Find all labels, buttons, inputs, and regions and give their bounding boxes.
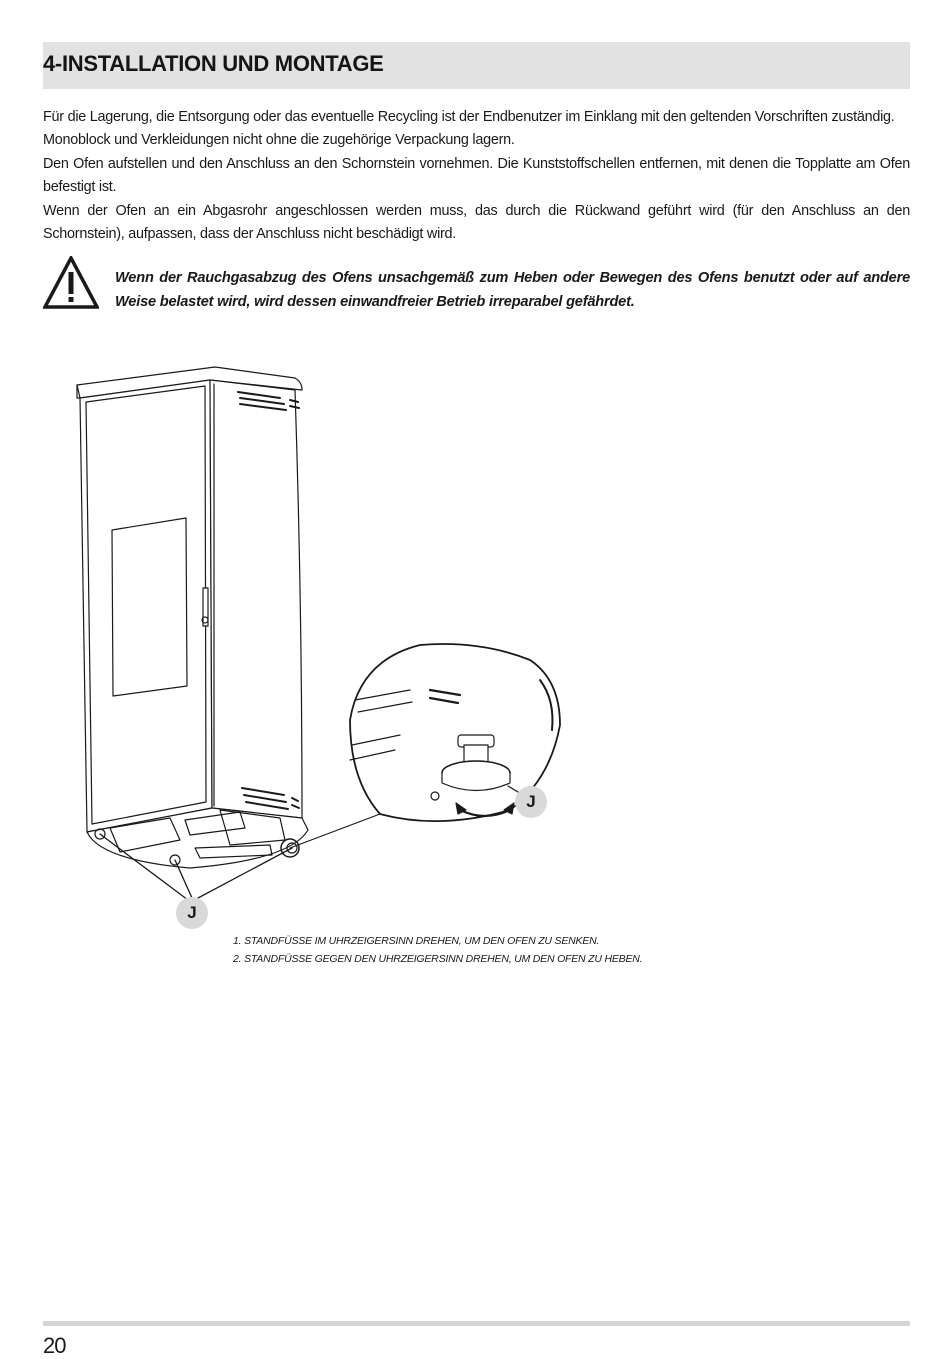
stove-figure bbox=[40, 340, 620, 940]
section-title: 4-INSTALLATION UND MONTAGE bbox=[43, 51, 384, 76]
body-text bbox=[43, 106, 910, 246]
callout-detail: J bbox=[515, 786, 547, 818]
section-header bbox=[43, 42, 910, 89]
warning-text: Wenn der Rauchgasabzug des Ofens unsachgemäß zum Heben oder Bewegen des Ofens benutzt oder auf andere Weise belastet wird, wird dessen einwandfreier Betrieb irreparabel gefährdet. bbox=[115, 270, 910, 310]
paragraph: Für die Lagerung, die Entsorgung oder das eventuelle Recycling ist der Endbenutzer im Einklang mit den geltenden Vorschriften zuständig. bbox=[43, 109, 895, 125]
paragraph: Monoblock und Verkleidungen nicht ohne die zugehörige Verpackung lagern. bbox=[43, 132, 515, 149]
paragraph: Den Ofen aufstellen und den Anschluss an den Schornstein vornehmen. Die Kunststoffschellen entfernen, mit denen die Topplatte am Ofen befestigt ist. bbox=[43, 155, 910, 196]
caption-line: 2. STANDFÜSSE GEGEN DEN UHRZEIGERSINN DREHEN, UM DEN OFEN ZU HEBEN. bbox=[233, 953, 643, 965]
paragraph: Wenn der Ofen an ein Abgasrohr angeschlossen werden muss, das durch die Rückwand geführt wird (für den Anschluss an den Schornstein), aufpassen, dass der Anschluss nicht beschädigt wird. bbox=[43, 202, 910, 243]
figure-captions bbox=[233, 932, 733, 968]
page-number: 20 bbox=[43, 1333, 66, 1358]
stove-illustration bbox=[40, 340, 620, 940]
caption-line: 1. STANDFÜSSE IM UHRZEIGERSINN DREHEN, UM DEN OFEN ZU SENKEN. bbox=[233, 935, 600, 947]
warning-box bbox=[43, 256, 910, 316]
callout-main: J bbox=[176, 897, 208, 929]
warning-triangle-icon bbox=[43, 256, 99, 310]
footer-rule bbox=[43, 1321, 910, 1326]
